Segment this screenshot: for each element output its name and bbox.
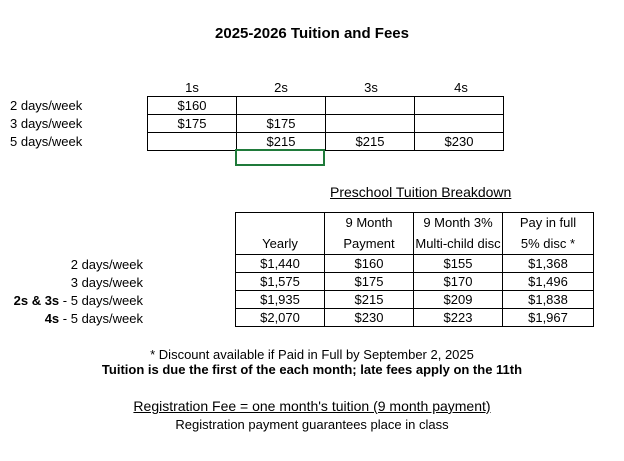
due-note: Tuition is due the first of the each month; late fees apply on the 11th: [101, 362, 523, 377]
table-cell[interactable]: $1,440: [236, 255, 325, 273]
table-cell[interactable]: $1,967: [503, 309, 594, 327]
registration-guarantee: Registration payment guarantees place in class: [175, 417, 449, 432]
grid-cell[interactable]: $215: [237, 133, 326, 151]
table-cell[interactable]: $1,575: [236, 273, 325, 291]
header-cell: Pay in full: [503, 213, 594, 233]
registration-fee: Registration Fee = one month's tuition (9 month payment): [133, 398, 491, 414]
table-cell[interactable]: $215: [325, 291, 414, 309]
table-cell[interactable]: $155: [414, 255, 503, 273]
grid-cell[interactable]: $230: [415, 133, 504, 151]
row-label-5days: 5 days/week: [10, 134, 83, 149]
header-cell: Multi-child disc: [414, 233, 503, 255]
tuition-grid: [147, 96, 504, 151]
discount-note: * Discount available if Paid in Full by September 2, 2025: [150, 347, 474, 362]
breakdown-row-label: 3 days/week: [70, 275, 143, 290]
table-cell[interactable]: $209: [414, 291, 503, 309]
table-cell[interactable]: $2,070: [236, 309, 325, 327]
grid-cell[interactable]: $175: [148, 115, 237, 133]
breakdown-row-label: 4s - 5 days/week: [44, 311, 143, 326]
table-cell[interactable]: $1,368: [503, 255, 594, 273]
grid-cell[interactable]: [237, 97, 326, 115]
table-cell[interactable]: $170: [414, 273, 503, 291]
header-cell: Yearly: [236, 233, 325, 255]
row-label-2days: 2 days/week: [10, 98, 83, 113]
header-cell: [236, 213, 325, 233]
col-header-4s: 4s: [454, 80, 468, 95]
col-header-2s: 2s: [274, 80, 288, 95]
header-cell: Payment: [325, 233, 414, 255]
col-header-3s: 3s: [364, 80, 378, 95]
col-header-1s: 1s: [185, 80, 199, 95]
grid-cell[interactable]: [148, 133, 237, 151]
breakdown-row-label: 2 days/week: [70, 257, 143, 272]
table-cell[interactable]: $223: [414, 309, 503, 327]
header-cell: 5% disc *: [503, 233, 594, 255]
breakdown-table: [235, 212, 594, 327]
selected-cell[interactable]: [235, 149, 325, 166]
table-cell[interactable]: $1,935: [236, 291, 325, 309]
breakdown-row-label: 2s & 3s - 5 days/week: [13, 293, 143, 308]
row-label-3days: 3 days/week: [10, 116, 83, 131]
grid-cell[interactable]: [415, 97, 504, 115]
header-cell: 9 Month 3%: [414, 213, 503, 233]
grid-cell[interactable]: [326, 115, 415, 133]
grid-cell[interactable]: $215: [326, 133, 415, 151]
table-cell[interactable]: $160: [325, 255, 414, 273]
header-cell: 9 Month: [325, 213, 414, 233]
table-cell[interactable]: $1,838: [503, 291, 594, 309]
table-cell[interactable]: $175: [325, 273, 414, 291]
grid-cell[interactable]: [415, 115, 504, 133]
grid-cell[interactable]: $160: [148, 97, 237, 115]
page-title: 2025-2026 Tuition and Fees: [215, 25, 409, 42]
table-cell[interactable]: $230: [325, 309, 414, 327]
table-cell[interactable]: $1,496: [503, 273, 594, 291]
grid-cell[interactable]: $175: [237, 115, 326, 133]
grid-cell[interactable]: [326, 97, 415, 115]
breakdown-title: Preschool Tuition Breakdown: [330, 184, 512, 200]
